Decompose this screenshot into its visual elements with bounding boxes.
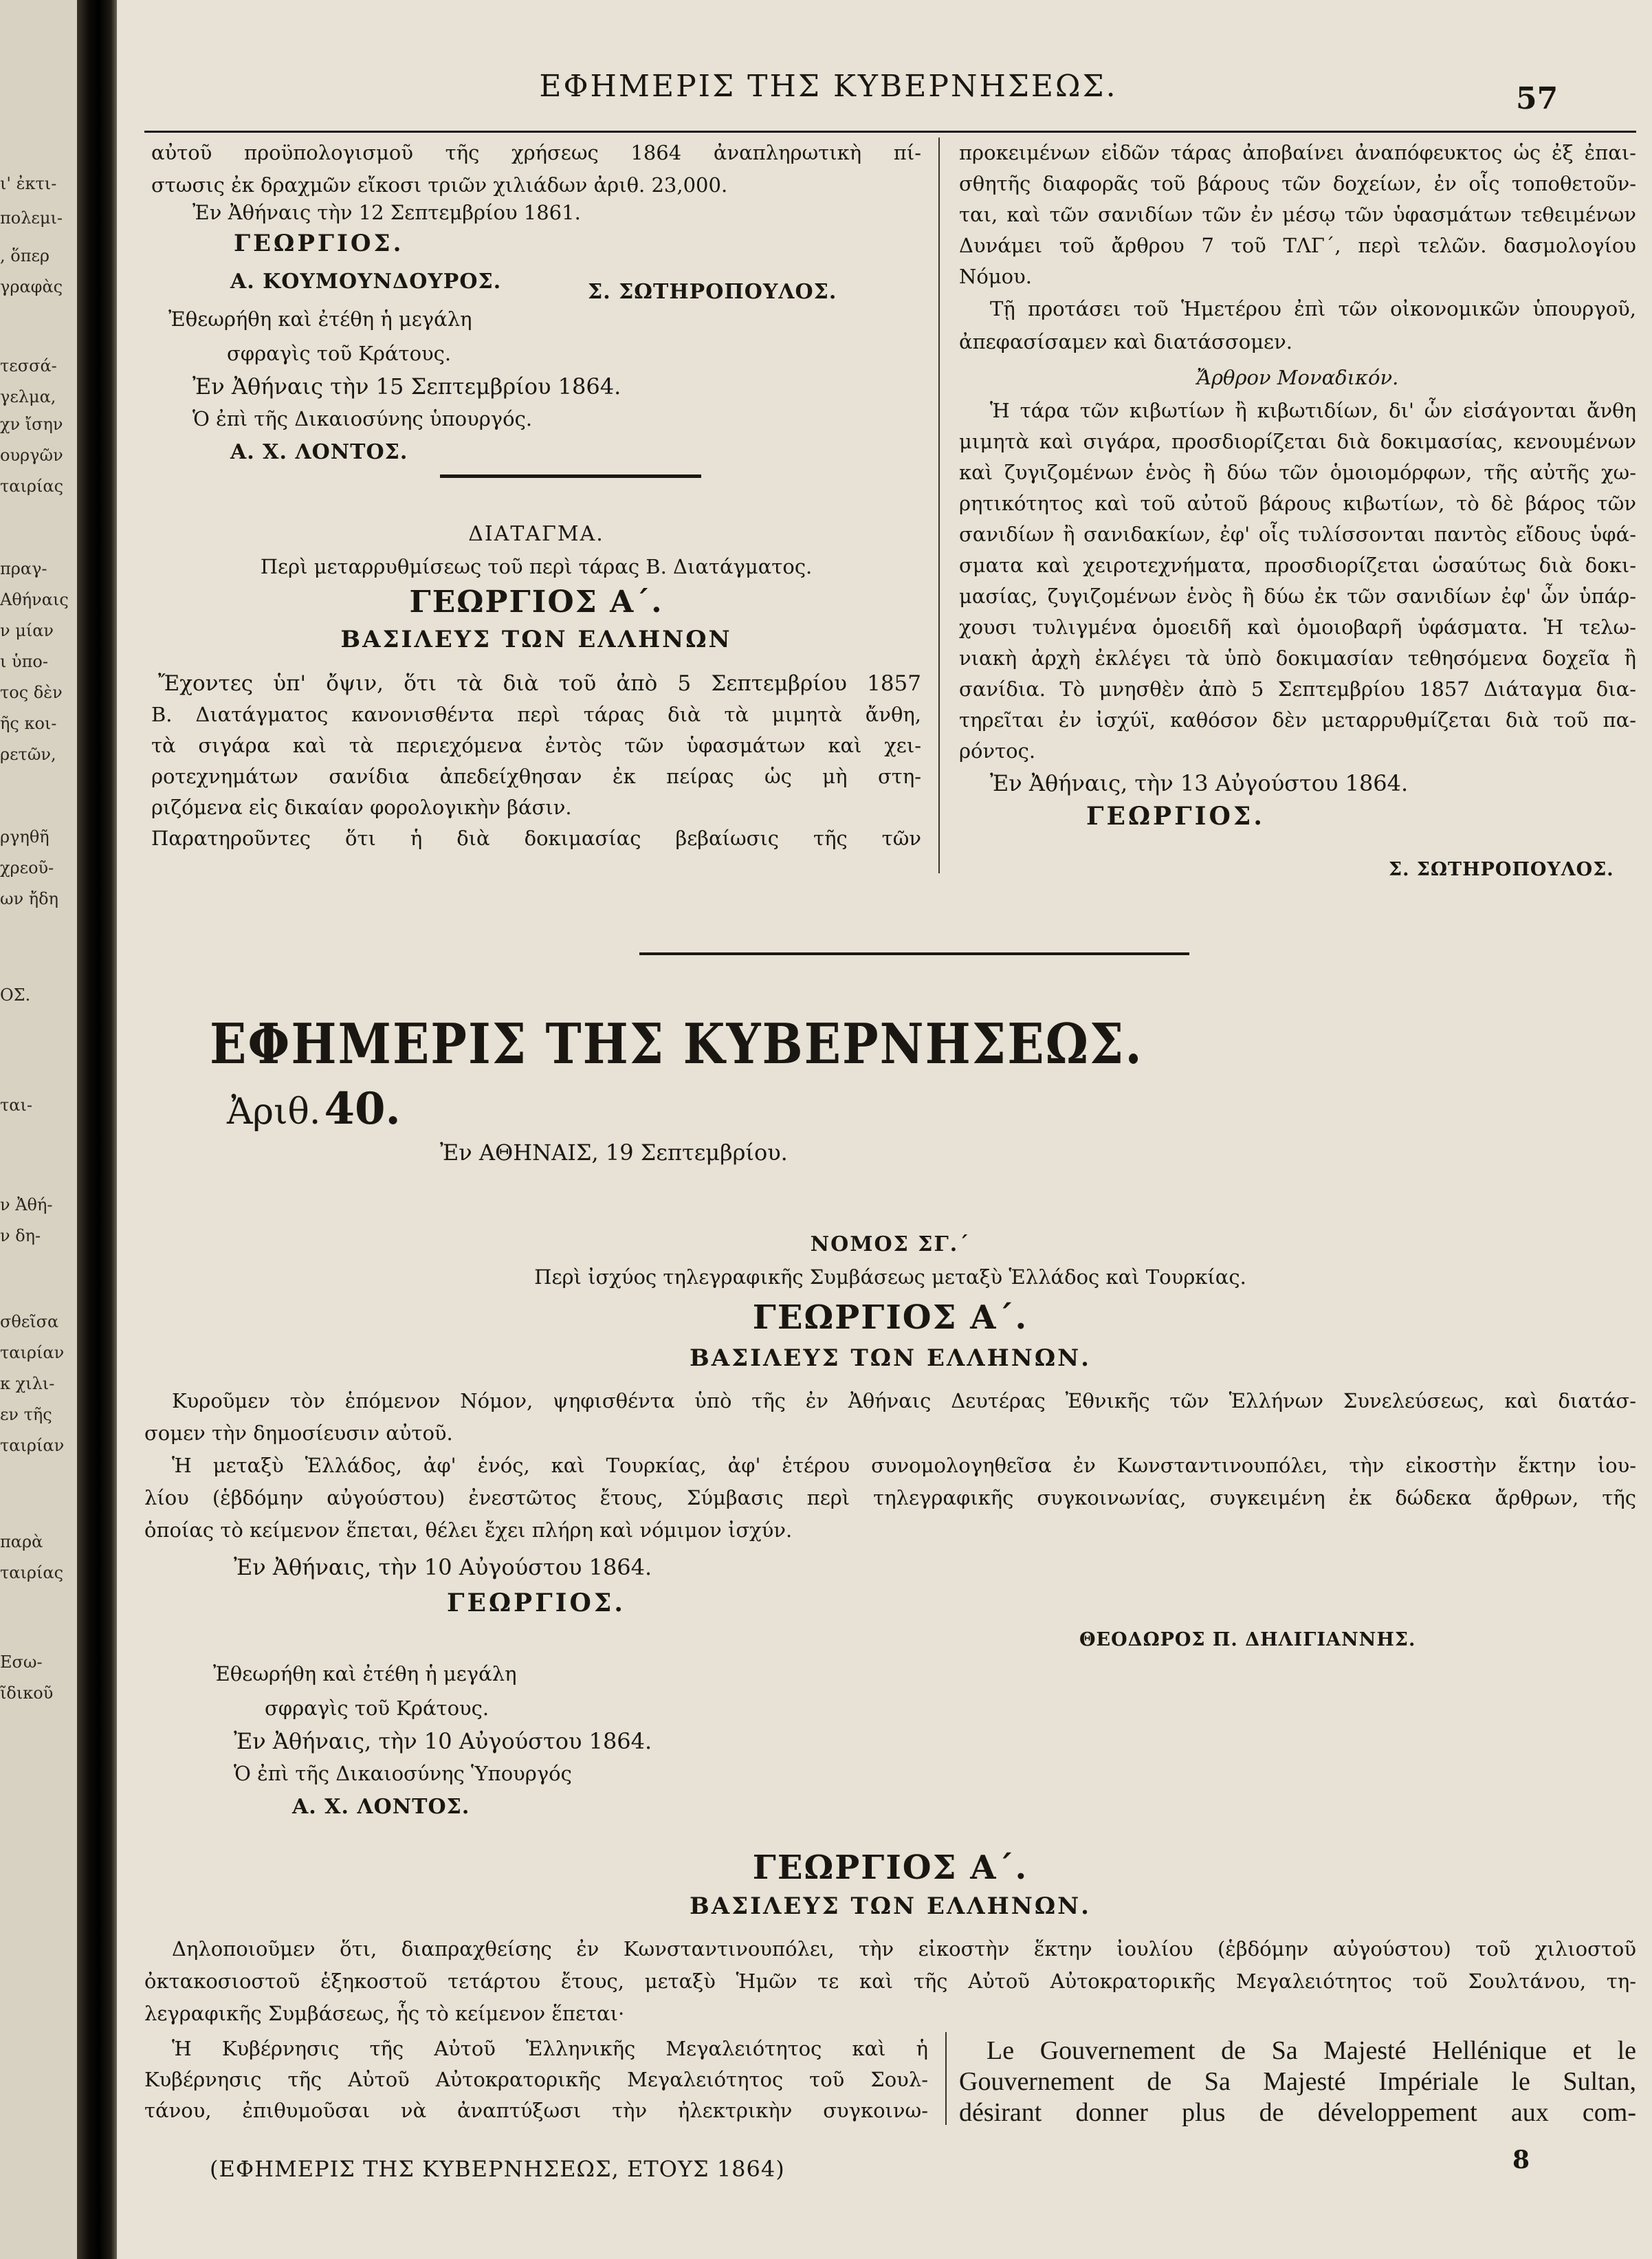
seal-line-2: σφραγὶς τοῦ Κράτους. [227, 342, 452, 365]
law-minister-name: Α. Χ. ΛΟΝΤΟΣ. [292, 1795, 470, 1819]
footer-issue-note: (ΕΦΗΜΕΡΙΣ ΤΗΣ ΚΥΒΕΡΝΗΣΕΩΣ, ΕΤΟΥΣ 1864) [210, 2156, 785, 2182]
decree-body-line: Ἔχοντες ὑπ' ὄψιν, ὅτι τὰ διὰ τοῦ ἀπὸ 5 Σεπτεμβρίου 1857 [158, 671, 921, 696]
header-rule [144, 131, 1636, 133]
binding-gutter [77, 0, 117, 2259]
adjacent-page-text: ν δη- [0, 1226, 41, 1245]
law-date-2: Ἐν Ἀθήναις, τὴν 10 Αὐγούστου 1864. [234, 1728, 652, 1754]
adjacent-page-text: ων ἤδη [0, 889, 58, 908]
adjacent-page-text: παρὰ [0, 1532, 43, 1551]
convention-french-line: Gouvernement de Sa Majesté Impériale le Sultan, [959, 2067, 1636, 2096]
adjacent-page-text: σθεῖσα [0, 1312, 59, 1331]
adjacent-page-text: κ χιλι- [0, 1374, 55, 1393]
adjacent-page-text: ταιρίαν [0, 1436, 65, 1455]
section-rule [440, 474, 701, 478]
left-text-line: στωσις ἐκ δραχμῶν εἴκοσι τριῶν χιλιάδων ἀριθ. 23,000. [151, 173, 728, 197]
right-text-line: Δυνάμει τοῦ ἄρθρου 7 τοῦ ΤΛΓ΄, περὶ τελῶν. δασμολογίου [959, 234, 1636, 257]
adjacent-page-text: ταιρίας [0, 1563, 64, 1582]
article-body-line: ρητικότητος καὶ τοῦ αὐτοῦ βάρους κιβωτίων, τὸ δὲ βάρος τῶν [959, 492, 1636, 515]
adjacent-page-text: γραφὰς [0, 277, 63, 296]
right-text-line: Νόμου. [959, 265, 1032, 288]
adjacent-page-text: , ὅπερ [0, 246, 50, 265]
article-body-line: μασίας, ζυγιζομένων ἑνὸς ἢ δύω ἐκ τῶν σανιδίων ἐφ' ὧν ὑπάρ- [959, 585, 1636, 608]
law-heading: ΝΟΜΟΣ ΣΓ.΄ [810, 1232, 971, 1256]
law-body-line: σομεν τὴν δημοσίευσιν αὐτοῦ. [144, 1421, 453, 1445]
adjacent-page-text: ται- [0, 1095, 33, 1115]
left-signature-b: Σ. ΣΩΤΗΡΟΠΟΥΛΟΣ. [588, 280, 837, 304]
convention-greek-line: τάνου, ἐπιθυμοῦσαι νὰ ἀναπτύξωσι τὴν ἠλεκτρικὴν συγκοινω- [144, 2099, 928, 2122]
left-text-line: αὐτοῦ προϋπολογισμοῦ τῆς χρήσεως 1864 ἀναπληρωτικὴ πί- [151, 141, 921, 164]
law-subject: Περὶ ἰσχύος τηλεγραφικῆς Συμβάσεως μεταξὺ Ἑλλάδος καὶ Τουρκίας. [534, 1265, 1246, 1289]
law-king-name: ΓΕΩΡΓΙΟΣ. [447, 1589, 626, 1617]
decree-king-subheading: ΒΑΣΙΛΕΥΣ ΤΩΝ ΕΛΛΗΝΩΝ [340, 626, 732, 653]
law-body-line: λίου (ἑβδόμην αὐγούστου) ἐνεστῶτος ἔτους, Σύμβασις περὶ τηλεγραφικῆς συγκοινωνίας, συγκειμένη ἐκ δώδεκα ἄρθρων, τῆς [144, 1486, 1636, 1509]
footer-signature-number: 8 [1512, 2146, 1530, 2174]
left-signature-a: Α. ΚΟΥΜΟΥΝΔΟΥΡΟΣ. [230, 270, 502, 294]
adjacent-page-text: ν Ἀθή- [0, 1195, 53, 1214]
adjacent-page-text: ργηθῆ [0, 827, 49, 847]
law-seal-line-1: Ἐθεωρήθη καὶ ἐτέθη ἡ μεγάλη [213, 1662, 517, 1685]
convention-wide-line: λεγραφικῆς Συμβάσεως, ἧς τὸ κείμενον ἕπεται· [144, 2002, 625, 2025]
law-date: Ἐν Ἀθήναις, τὴν 10 Αὐγούστου 1864. [234, 1554, 652, 1580]
article-body-line: τηρεῖται ἐν ἰσχύϊ, καθόσον δὲν μεταρρυθμίζεται διὰ τοῦ πα- [959, 708, 1636, 732]
decree-body-line: Β. Διατάγματος κανονισθέντα περὶ τάρας διὰ τὰ μιμητὰ ἄνθη, [151, 703, 921, 726]
issue-label: Ἀριθ. [227, 1091, 321, 1133]
law-king-subheading: ΒΑΣΙΛΕΥΣ ΤΩΝ ΕΛΛΗΝΩΝ. [689, 1344, 1092, 1372]
decree-heading: ΔΙΑΤΑΓΜΑ. [468, 522, 604, 546]
adjacent-page-text: ῆς κοι- [0, 714, 57, 733]
article-body-line: σματα καὶ χειροτεχνήματα, προσδιορίζεται ὡσαύτως διὰ δοκι- [959, 554, 1636, 577]
decree-body-line: Παρατηροῦντες ὅτι ἡ διὰ δοκιμασίας βεβαίωσις τῆς τῶν [151, 827, 921, 850]
right-text-line: ται, καὶ τῶν σανιδίων τῶν ἐν μέσῳ τῶν ὑφασμάτων τεθειμένων [959, 203, 1636, 226]
adjacent-page-text: τος δὲν [0, 683, 63, 702]
adjacent-page-text: Αθήναις [0, 590, 69, 609]
article-body-line: καὶ ζυγιζομένων ἑνὸς ἢ δύω τῶν ὁμοιομόρφων, τῆς αὐτῆς χω- [959, 461, 1636, 484]
adjacent-page-text: ν μίαν [0, 621, 54, 640]
right-text-line: ἀπεφασίσαμεν καὶ διατάσσομεν. [959, 330, 1292, 353]
law-king-heading: ΓΕΩΡΓΙΟΣ Α΄. [752, 1298, 1028, 1337]
left-king-name: ΓΕΩΡΓΙΟΣ. [234, 230, 404, 257]
masthead-dateline: Ἐν ΑΘΗΝΑΙΣ, 19 Σεπτεμβρίου. [440, 1139, 788, 1166]
adjacent-page-fragment [0, 0, 77, 2259]
adjacent-page-text: ΟΣ. [0, 985, 31, 1005]
page-number: 57 [1516, 81, 1559, 116]
issue-number: 40. [324, 1083, 401, 1135]
convention-column-divider [945, 2032, 947, 2125]
newspaper-page [117, 0, 1652, 2259]
convention-wide-line: ὀκτακοσιοστοῦ ἑξηκοστοῦ τετάρτου ἔτους, μεταξὺ Ἡμῶν τε καὶ τῆς Αὐτοῦ Αὐτοκρατορικῆς Μεγαλειότητος τοῦ Σουλτάνου, τη- [144, 1969, 1636, 1993]
adjacent-page-text: ι' ἐκτι- [0, 174, 57, 193]
law-body-line: ὁποίας τὸ κείμενον ἕπεται, θέλει ἔχει πλήρη καὶ νόμιμον ἰσχύν. [144, 1518, 793, 1542]
column-divider [938, 138, 940, 873]
adjacent-page-text: Εσω- [0, 1652, 43, 1672]
law-body-line: Ἡ μεταξὺ Ἑλλάδος, ἀφ' ἑνός, καὶ Τουρκίας, ἀφ' ἑτέρου συνομολογηθεῖσα ἐν Κωνσταντινουπόλει, τὴν εἰκοστὴν ἕκτην ἰου- [172, 1454, 1636, 1477]
adjacent-page-text: ουργῶν [0, 446, 63, 465]
article-body-line: ρόντος. [959, 739, 1036, 763]
convention-king-subheading: ΒΑΣΙΛΕΥΣ ΤΩΝ ΕΛΛΗΝΩΝ. [689, 1892, 1092, 1920]
decree-body-line: ριζόμενα εἰς δικαίαν φορολογικὴν βάσιν. [151, 796, 572, 819]
decree-body-line: τὰ σιγάρα καὶ τὰ περιεχόμενα ἐντὸς τῶν ὑφασμάτων καὶ χει- [151, 734, 921, 757]
article-body-line: νιακὴ ἀρχὴ ἐκλέγει τὰ ὑπὸ δοκιμασίαν τεθησόμενα δοχεῖα ἢ [959, 646, 1636, 670]
article-body-line: χουσι τυλιγμένα ὁμοειδῆ καὶ ὁμοιοβαρῆ ὑφάσματα. Ἡ τελω- [959, 615, 1636, 639]
adjacent-page-text: χν ἴσην [0, 415, 63, 434]
running-header-title: ΕΦΗΜΕΡΙΣ ΤΗΣ ΚΥΒΕΡΝΗΣΕΩΣ. [539, 69, 1118, 104]
seal-line-1: Ἐθεωρήθη καὶ ἐτέθη ἡ μεγάλη [168, 307, 472, 331]
article-body-line: σανιδίων ἢ σανιδακίων, ἐφ' οἷς τυλίσσονται παντὸς εἴδους ὑφά- [959, 523, 1636, 546]
adjacent-page-text: ταιρίας [0, 477, 64, 496]
adjacent-page-text: ι ὑπο- [0, 652, 48, 671]
right-signature: Σ. ΣΩΤΗΡΟΠΟΥΛΟΣ. [1389, 859, 1614, 880]
decree-body-line: ροτεχνημάτων σανίδια ἀπεδείχθησαν ἐκ πείρας ὡς μὴ στη- [151, 765, 921, 788]
adjacent-page-text: πραγ- [0, 559, 47, 578]
adjacent-page-text: πολεμι- [0, 208, 63, 228]
adjacent-page-text: ρετῶν, [0, 745, 56, 764]
minister-title: Ὁ ἐπὶ τῆς Δικαιοσύνης ὑπουργός. [192, 407, 533, 430]
decree-subject: Περὶ μεταρρυθμίσεως τοῦ περὶ τάρας Β. Διατάγματος. [260, 555, 813, 578]
decree-king-heading: ΓΕΩΡΓΙΟΣ Α΄. [409, 585, 663, 620]
article-body-line: μιμητὰ καὶ σιγάρα, προσδιορίζεται διὰ δοκιμασίας, κενουμένων [959, 430, 1636, 453]
law-minister-title: Ὁ ἐπὶ τῆς Δικαιοσύνης Ὑπουργός [234, 1762, 572, 1785]
convention-wide-line: Δηλοποιοῦμεν ὅτι, διαπραχθείσης ἐν Κωνσταντινουπόλει, τὴν εἰκοστὴν ἕκτην ἰουλίου (ἑβδόμην αὐγούστου) τοῦ χιλιοστοῦ [172, 1937, 1636, 1961]
adjacent-page-text: ταιρίαν [0, 1343, 65, 1362]
issue-number-block [227, 1083, 401, 1135]
article-body-line: Ἡ τάρα τῶν κιβωτίων ἢ κιβωτιδίων, δι' ὧν εἰσάγονται ἄνθη [990, 399, 1636, 422]
law-seal-line-2: σφραγὶς τοῦ Κράτους. [265, 1696, 489, 1720]
adjacent-page-text: ῖδικοῦ [0, 1683, 54, 1703]
right-text-line: Τῇ προτάσει τοῦ Ἡμετέρου ἐπὶ τῶν οἰκονομικῶν ὑπουργοῦ, [990, 297, 1636, 320]
convention-french-line: Le Gouvernement de Sa Majesté Hellénique et le [987, 2036, 1636, 2065]
convention-greek-line: Ἡ Κυβέρνησις τῆς Αὐτοῦ Ἑλληνικῆς Μεγαλειότητος καὶ ἡ [172, 2037, 928, 2060]
article-body-line: σανίδια. Τὸ μνησθὲν ἀπὸ 5 Σεπτεμβρίου 1857 Διάταγμα δια- [959, 677, 1636, 701]
left-date-2: Ἐν Ἀθήναις τὴν 15 Σεπτεμβρίου 1864. [192, 373, 621, 400]
left-date-1: Ἐν Ἀθήναις τὴν 12 Σεπτεμβρίου 1861. [192, 201, 581, 224]
law-body-line: Κυροῦμεν τὸν ἑπόμενον Νόμον, ψηφισθέντα ὑπὸ τῆς ἐν Ἀθήναις Δευτέρας Ἐθνικῆς τῶν Ἑλλήνων Συνελεύσεως, καὶ διατάσ- [172, 1389, 1636, 1412]
law-signature: ΘΕΟΔΩΡΟΣ Π. ΔΗΛΙΓΙΑΝΝΗΣ. [1079, 1629, 1416, 1650]
adjacent-page-text: γελμα, [0, 387, 56, 406]
article-heading: Ἄρθρον Μοναδικόν. [1196, 366, 1399, 389]
right-king-name: ΓΕΩΡΓΙΟΣ. [1086, 802, 1265, 831]
masthead-rule [639, 952, 1189, 955]
convention-greek-line: Κυβέρνησις τῆς Αὐτοῦ Αὐτοκρατορικῆς Μεγαλειότητος τοῦ Σουλ- [144, 2068, 928, 2091]
adjacent-page-text: χρεοῦ- [0, 858, 54, 877]
masthead-title: ΕΦΗΜΕΡΙΣ ΤΗΣ ΚΥΒΕΡΝΗΣΕΩΣ. [210, 1011, 1143, 1077]
adjacent-page-text: τεσσά- [0, 356, 57, 375]
minister-name: Α. Χ. ΛΟΝΤΟΣ. [230, 440, 408, 464]
convention-french-line: désirant donner plus de développement aux com- [959, 2098, 1636, 2127]
convention-king-heading: ΓΕΩΡΓΙΟΣ Α΄. [752, 1848, 1028, 1887]
right-date: Ἐν Ἀθήναις, τὴν 13 Αὐγούστου 1864. [990, 770, 1409, 796]
adjacent-page-text: εν τῆς [0, 1405, 52, 1424]
right-text-line: σθητῆς διαφορᾶς τοῦ βάρους τῶν δοχείων, ἐν οἷς τοποθετοῦν- [959, 172, 1636, 195]
right-text-line: προκειμένων εἰδῶν τάρας ἀποβαίνει ἀναπόφευκτος ὡς ἐξ ἐπαι- [959, 141, 1636, 164]
